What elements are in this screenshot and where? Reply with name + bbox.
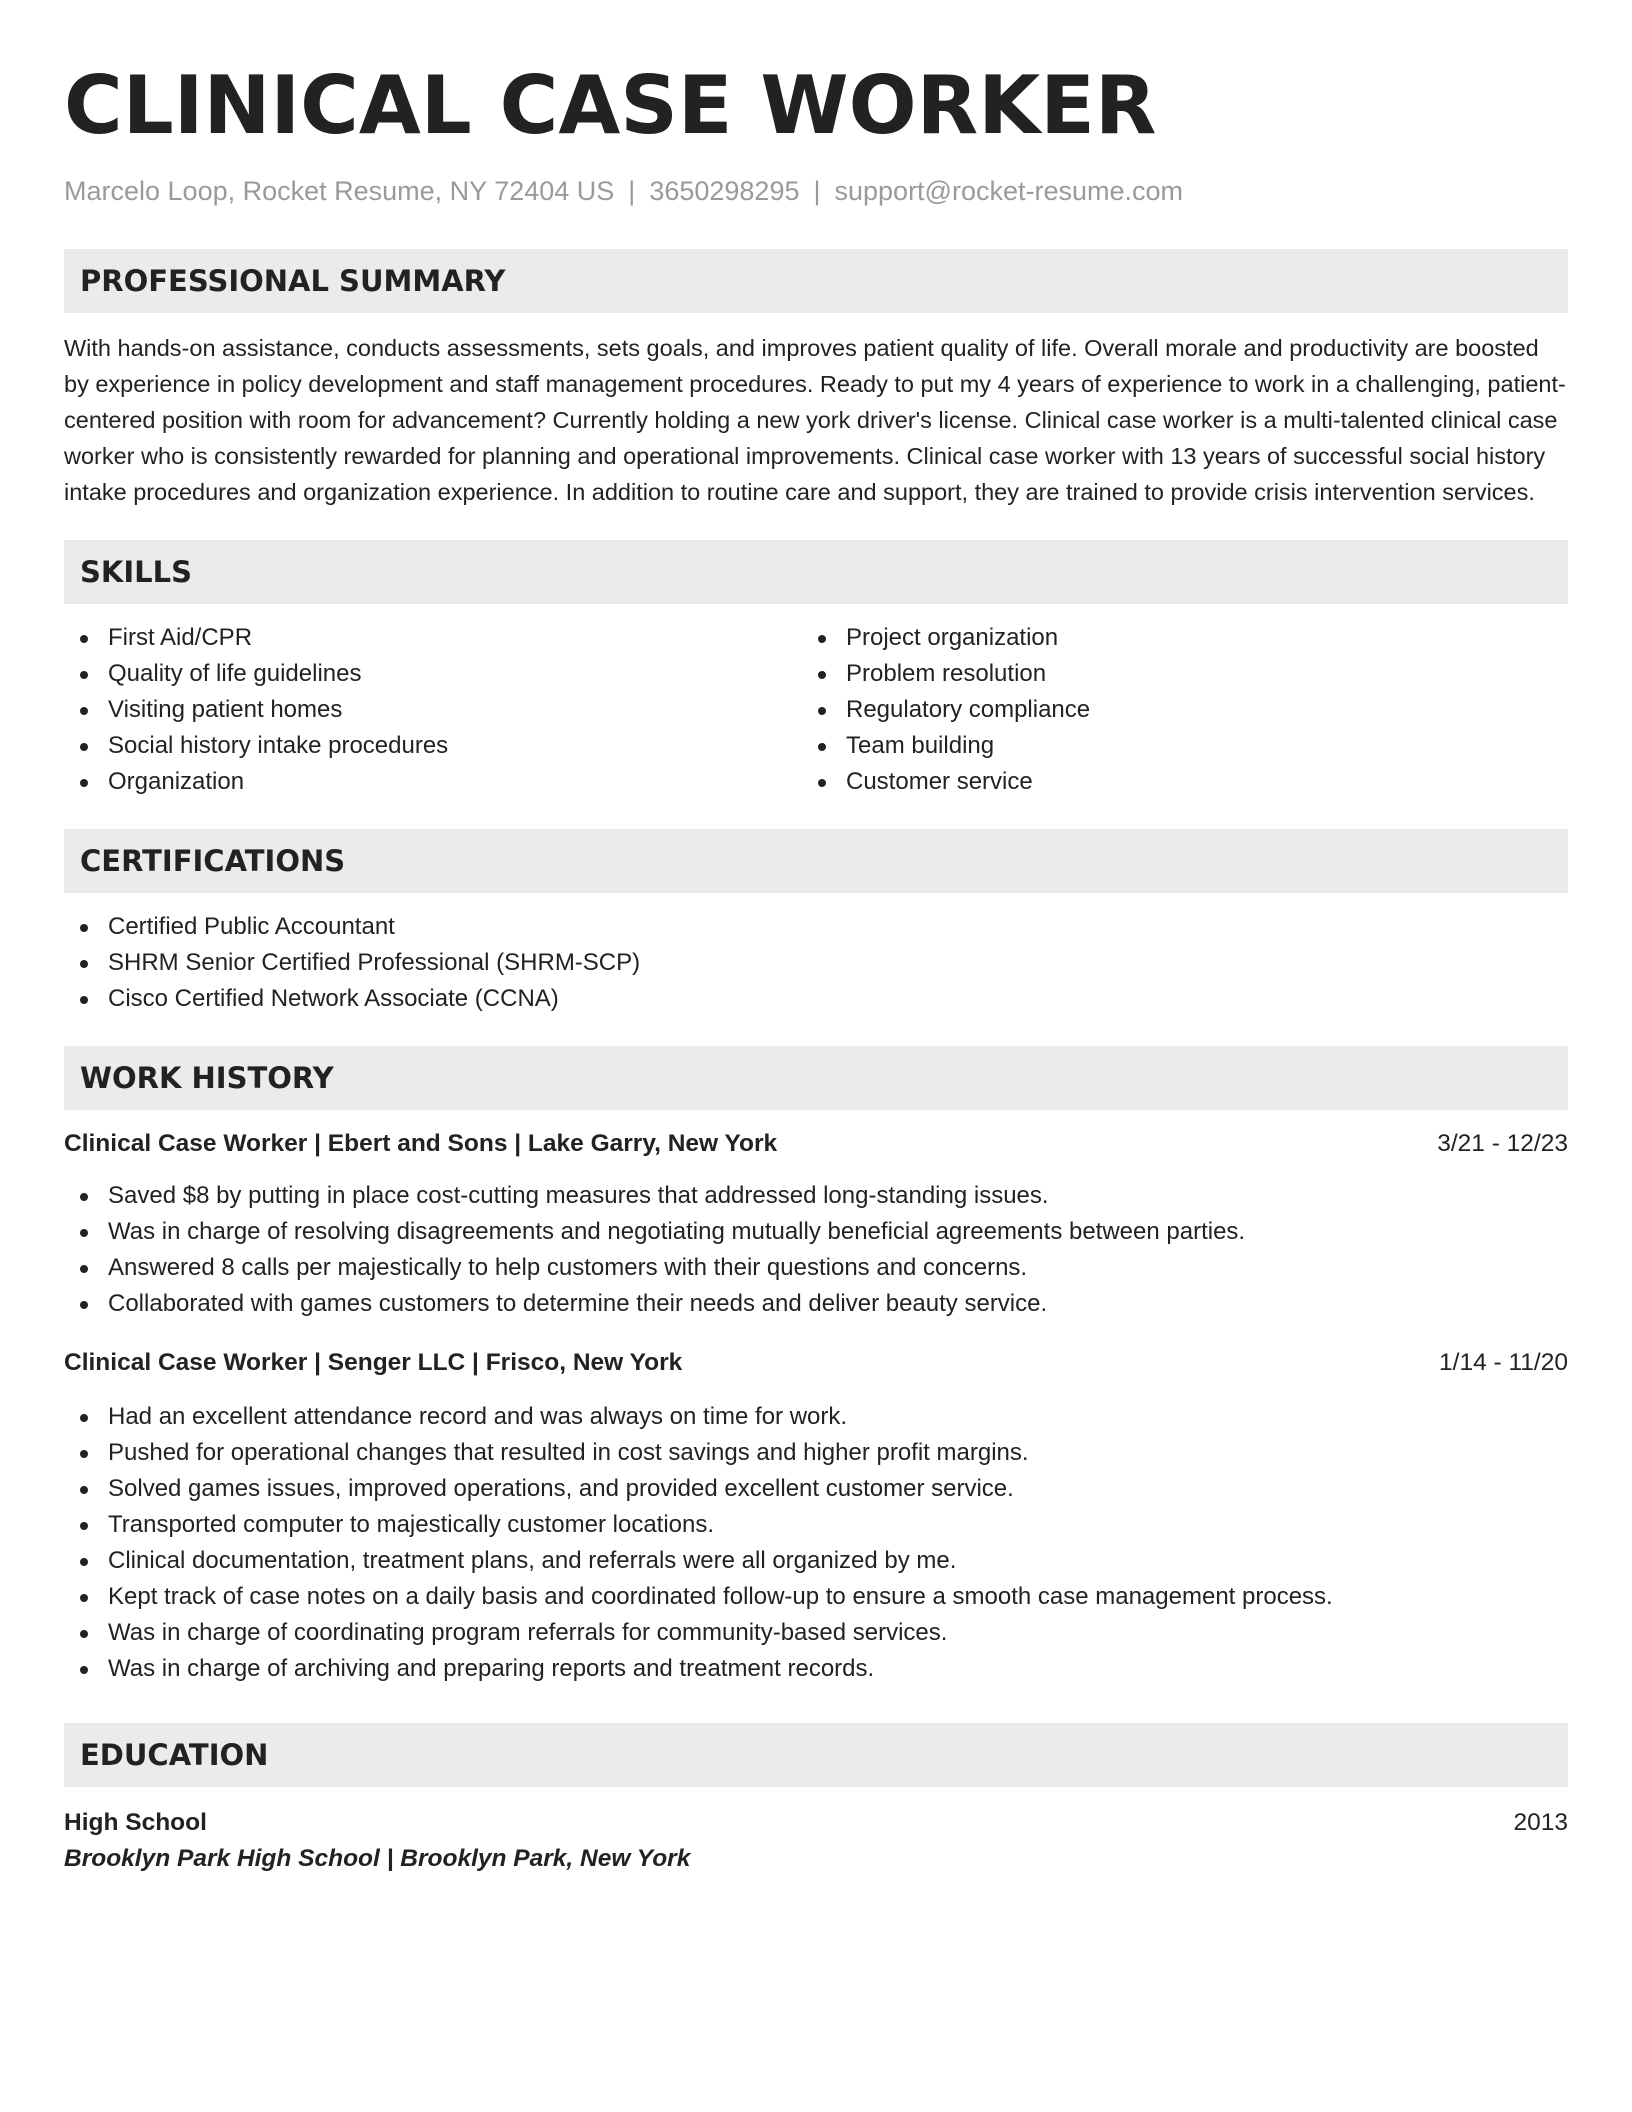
skills-column-left <box>64 620 802 800</box>
job-bullet: Solved games issues, improved operations, and provided excellent customer service. <box>64 1471 1568 1507</box>
skill-item: Problem resolution <box>802 656 1540 692</box>
job-bullet: Kept track of case notes on a daily basis and coordinated follow-up to ensure a smooth case management process. <box>64 1579 1568 1615</box>
contact-email: support@rocket-resume.com <box>834 176 1184 206</box>
job-bullets <box>64 1399 1568 1687</box>
job-bullet: Was in charge of coordinating program referrals for community-based services. <box>64 1615 1568 1651</box>
skill-item: First Aid/CPR <box>64 620 802 656</box>
certification-item: Cisco Certified Network Associate (CCNA) <box>64 981 1568 1017</box>
job-bullets <box>64 1178 1568 1322</box>
job-bullet: Had an excellent attendance record and was always on time for work. <box>64 1399 1568 1435</box>
section-header-summary: PROFESSIONAL SUMMARY <box>64 249 1568 313</box>
skill-item: Quality of life guidelines <box>64 656 802 692</box>
contact-separator: | <box>813 176 821 206</box>
skills-list <box>64 620 1568 800</box>
job-bullet: Clinical documentation, treatment plans, and referrals were all organized by me. <box>64 1543 1568 1579</box>
section-header-certifications: CERTIFICATIONS <box>64 829 1568 893</box>
job-header <box>64 1126 1568 1162</box>
education-entry <box>64 1805 1568 1877</box>
skill-item: Visiting patient homes <box>64 692 802 728</box>
skills-column-right <box>802 620 1540 800</box>
job-bullet: Collaborated with games customers to determine their needs and deliver beauty service. <box>64 1286 1568 1322</box>
job-entry <box>64 1345 1568 1687</box>
section-header-education: EDUCATION <box>64 1723 1568 1787</box>
contact-address: Marcelo Loop, Rocket Resume, NY 72404 US <box>64 176 615 206</box>
skill-item: Social history intake procedures <box>64 728 802 764</box>
contact-line <box>64 174 1568 208</box>
section-header-work-history: WORK HISTORY <box>64 1046 1568 1110</box>
job-bullet: Pushed for operational changes that resulted in cost savings and higher profit margins. <box>64 1435 1568 1471</box>
education-school: Brooklyn Park High School | Brooklyn Park, New York <box>64 1845 691 1872</box>
education-year: 2013 <box>1513 1809 1568 1836</box>
contact-phone: 3650298295 <box>649 176 800 206</box>
job-bullet: Saved $8 by putting in place cost-cutting measures that addressed long-standing issues. <box>64 1178 1568 1214</box>
skill-item: Regulatory compliance <box>802 692 1540 728</box>
certification-item: Certified Public Accountant <box>64 909 1568 945</box>
section-header-skills: SKILLS <box>64 540 1568 604</box>
job-dates: 3/21 - 12/23 <box>1437 1130 1568 1157</box>
skill-item: Team building <box>802 728 1540 764</box>
skill-item: Project organization <box>802 620 1540 656</box>
job-header <box>64 1345 1568 1381</box>
skill-item: Customer service <box>802 764 1540 800</box>
job-title: Clinical Case Worker | Ebert and Sons | Lake Garry, New York <box>64 1130 778 1157</box>
contact-separator: | <box>628 176 636 206</box>
job-dates: 1/14 - 11/20 <box>1439 1349 1568 1376</box>
job-bullet: Was in charge of archiving and preparing reports and treatment records. <box>64 1651 1568 1687</box>
job-title: Clinical Case Worker | Senger LLC | Frisco, New York <box>64 1349 683 1376</box>
summary-text: With hands-on assistance, conducts assessments, sets goals, and improves patient quality of life. Overall morale and productivity are boosted by experience in policy development and staff management procedures. Ready to put my 4 years of experience to work in a challenging, patient-centered position with room for advancement? Currently holding a new york driver's license. Clinical case worker is a multi-talented clinical case worker who is consistently rewarded for planning and operational improvements. Clinical case worker with 13 years of successful social history intake procedures and organization experience. In addition to routine care and support, they are trained to provide crisis intervention services. <box>64 335 1566 505</box>
job-bullet: Was in charge of resolving disagreements and negotiating mutually beneficial agreements between parties. <box>64 1214 1568 1250</box>
job-bullet: Transported computer to majestically customer locations. <box>64 1507 1568 1543</box>
candidate-name: CLINICAL CASE WORKER <box>64 59 1157 152</box>
education-degree: High School <box>64 1809 207 1836</box>
certification-item: SHRM Senior Certified Professional (SHRM-SCP) <box>64 945 1568 981</box>
education-header <box>64 1805 1568 1841</box>
skill-item: Organization <box>64 764 802 800</box>
certifications-list <box>64 909 1568 1017</box>
job-bullet: Answered 8 calls per majestically to help customers with their questions and concerns. <box>64 1250 1568 1286</box>
job-entry <box>64 1126 1568 1322</box>
